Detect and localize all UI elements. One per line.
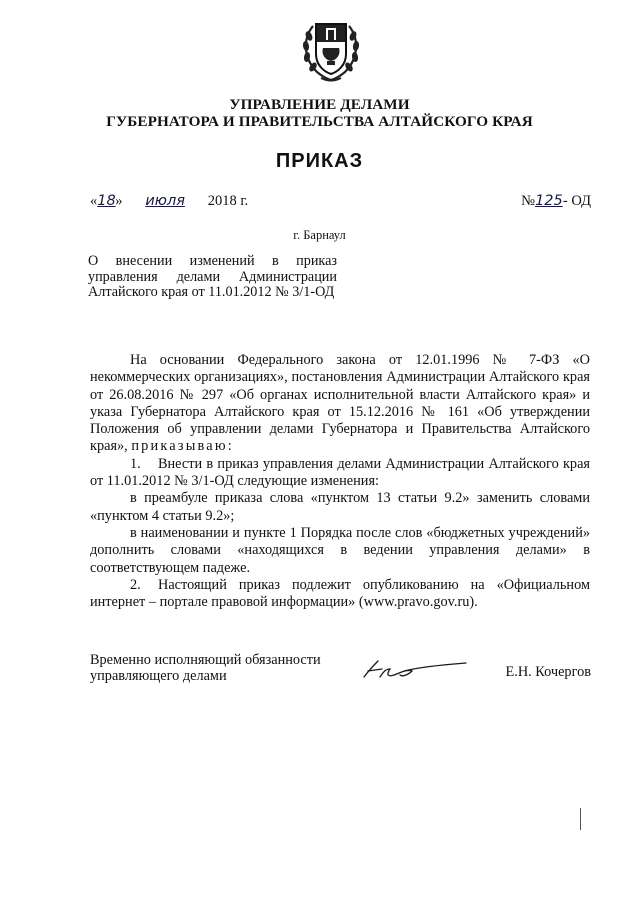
date-year: 2018 г. (207, 193, 249, 209)
preamble-paragraph (90, 352, 590, 456)
item-1-text: Внести в приказ управления делами Администрации Алтайского края от 11.01.2012 № 3/1-ОД следующие изменения: (90, 455, 590, 490)
signatory-position (90, 652, 321, 684)
org-name-line2: ГУБЕРНАТОРА И ПРАВИТЕЛЬСТВА АЛТАЙСКОГО КРАЯ (106, 113, 533, 130)
item-1-sub-2: в наименовании и пункте 1 Порядка после слов «бюджетных учреждений» дополнить словами «находящихся в ведении управления делами» в соответствующем падеже. (90, 524, 590, 576)
preamble-text: На основании Федерального закона от 12.01.1996 № 7-ФЗ «О некоммерческих организациях», постановления Администрации Алтайского края от 26.08.2016 № 297 «Об органах исполнительной власти Алтайского края» и указа Губернатора Алтайского края от 15.12.2016 № 161 «Об утверждении Положения об управлении делами Губернатора и Правительства Алтайского края», (90, 352, 590, 455)
org-name-line1: УПРАВЛЕНИЕ ДЕЛАМИ (229, 96, 410, 113)
scan-edge-mark (580, 808, 581, 830)
date-month: июля (145, 193, 185, 209)
item-1 (90, 456, 590, 491)
item-2 (90, 577, 590, 612)
preamble-order-word: приказываю: (131, 438, 234, 455)
number-value: 125 (535, 193, 563, 209)
order-date (90, 193, 248, 210)
order-number (521, 193, 591, 210)
city-line: г. Барнаул (293, 228, 346, 242)
date-close-quote: » (115, 193, 123, 209)
number-suffix: - ОД (562, 193, 591, 209)
item-1-sub-1: в преамбуле приказа слова «пунктом 13 статьи 9.2» заменить словами «пунктом 4 статьи 9.2»; (90, 490, 590, 524)
signatory-name: Е.Н. Кочергов (505, 664, 591, 680)
item-2-text: Настоящий приказ подлежит опубликованию на «Официальном интернет – портале правовой информации» (www.pravo.gov.ru). (90, 576, 590, 611)
number-prefix: № (521, 193, 535, 209)
position-line-2: управляющего делами (90, 668, 227, 684)
coat-of-arms-emblem (299, 14, 363, 84)
document-type-title: ПРИКАЗ (275, 150, 364, 172)
position-line-1: Временно исполняющий обязанности (90, 652, 321, 668)
item-1-number: 1. (130, 455, 141, 472)
date-open-quote: « (90, 193, 98, 209)
order-body (90, 352, 590, 611)
item-2-number: 2. (130, 576, 141, 593)
order-subject: О внесении изменений в приказ управления делами Администрации Алтайского края от 11.01.2012 № 3/1-ОД (88, 253, 337, 300)
handwritten-signature (360, 655, 470, 683)
date-day: 18 (97, 193, 116, 209)
